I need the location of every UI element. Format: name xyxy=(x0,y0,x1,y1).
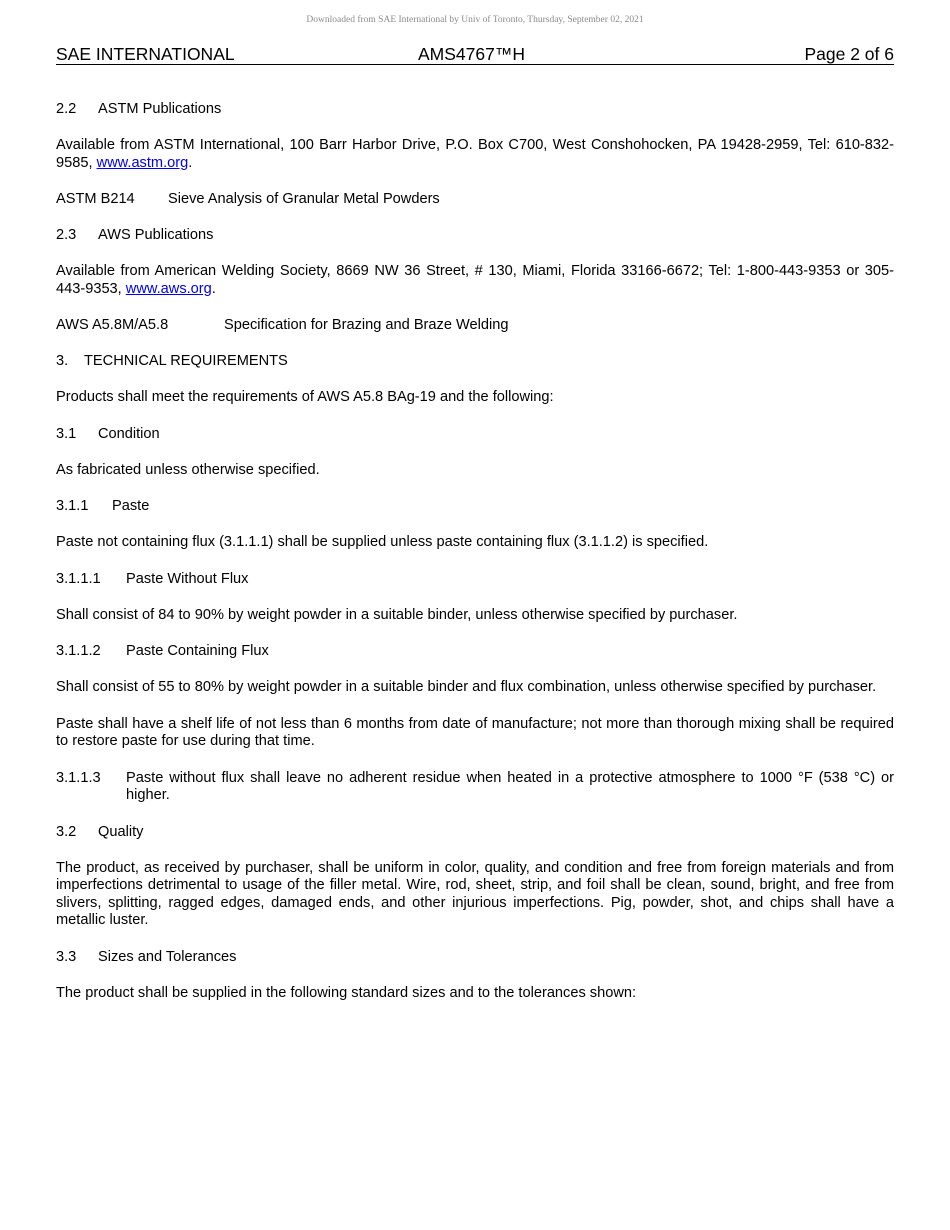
section-3-1-heading xyxy=(56,426,894,443)
section-3-intro: Products shall meet the requirements of AWS A5.8 BAg-19 and the following: xyxy=(56,389,554,405)
section-2-3-heading xyxy=(56,227,894,244)
section-number: 2.2 xyxy=(56,101,77,117)
section-title: ASTM Publications xyxy=(98,101,222,117)
section-3-3-text: The product shall be supplied in the following standard sizes and to the tolerances shown: xyxy=(56,984,637,1001)
section-3-1-1-1-heading xyxy=(56,571,894,588)
section-3-1-1-1-text: Shall consist of 84 to 90% by weight powder in a suitable binder, unless otherwise specified by purchaser. xyxy=(56,606,738,623)
reference-code: ASTM B214 xyxy=(56,191,135,207)
section-title: Quality xyxy=(98,823,144,840)
section-3-1-1-heading xyxy=(56,498,894,515)
section-number: 3.1 xyxy=(56,425,77,442)
section-3-2-heading xyxy=(56,824,894,841)
reference-title: Sieve Analysis of Granular Metal Powders xyxy=(168,191,440,207)
section-title: Paste Containing Flux xyxy=(126,643,269,659)
section-3-1-text: As fabricated unless otherwise specified. xyxy=(56,461,320,478)
section-number: 3.3 xyxy=(56,948,77,965)
reference-astm-b214 xyxy=(56,191,894,208)
download-watermark: Downloaded from SAE International by Univ of Toronto, Thursday, September 02, 2021 xyxy=(306,15,644,25)
section-title: Condition xyxy=(98,425,160,442)
section-3-1-1-2-shelf-life-text: Paste shall have a shelf life of not less than 6 months from date of manufacture; not more than thorough mixing shall be required to restore paste for use during that time. xyxy=(56,715,894,749)
section-number: 2.3 xyxy=(56,227,77,243)
section-number: 3.1.1.3 xyxy=(56,769,101,786)
reference-aws-a5-8 xyxy=(56,317,894,334)
paragraph-text: Available from American Welding Society, 8669 NW 36 Street, # 130, Miami, Florida 33166-6672; Tel: 1-800-443-9353 or 305-443-9353, xyxy=(56,263,894,297)
astm-website-link[interactable]: www.astm.org xyxy=(96,154,189,171)
section-3-1-1-2-heading xyxy=(56,643,894,660)
reference-code: AWS A5.8M/A5.8 xyxy=(56,317,169,333)
section-3-1-1-2-text: Shall consist of 55 to 80% by weight powder in a suitable binder and flux combination, unless otherwise specified by purchaser. xyxy=(56,679,877,695)
header-organization: SAE INTERNATIONAL xyxy=(56,44,235,64)
aws-availability-paragraph: Available from American Welding Society, 8669 NW 36 Street, # 130, Miami, Florida 33166-6672; Tel: 1-800-443-9353 or 305-443-9353, www.aws.org. xyxy=(56,263,894,297)
section-3-1-1-3-text: Paste without flux shall leave no adherent residue when heated in a protective atmosphere to 1000 °F (538 °C) or higher. xyxy=(126,769,894,803)
document-body xyxy=(56,101,894,1021)
reference-title: Specification for Brazing and Braze Welding xyxy=(224,317,509,333)
header-document-id: AMS4767™H xyxy=(418,44,525,64)
page-header xyxy=(56,44,894,65)
section-2-2-heading xyxy=(56,101,894,118)
section-number: 3.2 xyxy=(56,823,77,840)
astm-availability-paragraph: Available from ASTM International, 100 Barr Harbor Drive, P.O. Box C700, West Conshohocken, PA 19428-2959, Tel: 610-832-9585, www.astm.org. xyxy=(56,137,894,171)
section-3-heading xyxy=(56,353,894,370)
section-3-2-text: The product, as received by purchaser, shall be uniform in color, quality, and condition and free from foreign materials and from imperfections detrimental to usage of the filler metal. Wire, rod, sheet, strip, and foil shall be clean, sound, bright, and free from slivers, splitting, ragged edges, damaged ends, and other injurious imperfections. Pig, powder, shot, and chips shall have a metallic luster. xyxy=(56,859,894,928)
section-title: Sizes and Tolerances xyxy=(98,948,237,965)
section-title: Paste xyxy=(112,498,150,514)
header-page-number: Page 2 of 6 xyxy=(804,44,894,64)
aws-website-link[interactable]: www.aws.org xyxy=(125,280,212,297)
section-3-1-1-text: Paste not containing flux (3.1.1.1) shall be supplied unless paste containing flux (3.1.1.2) is specified. xyxy=(56,534,709,550)
section-number: 3.1.1 xyxy=(56,498,89,514)
section-3-1-1-3 xyxy=(56,770,894,805)
section-3-3-heading xyxy=(56,949,894,966)
section-title: AWS Publications xyxy=(98,227,214,243)
section-title: Paste Without Flux xyxy=(126,570,249,587)
section-number: 3. xyxy=(56,353,69,369)
paragraph-text: Available from ASTM International, 100 Barr Harbor Drive, P.O. Box C700, West Conshohocken, PA 19428-2959, Tel: 610-832-9585, xyxy=(56,137,894,171)
section-title: TECHNICAL REQUIREMENTS xyxy=(84,353,288,369)
section-number: 3.1.1.2 xyxy=(56,643,101,659)
section-number: 3.1.1.1 xyxy=(56,570,101,587)
